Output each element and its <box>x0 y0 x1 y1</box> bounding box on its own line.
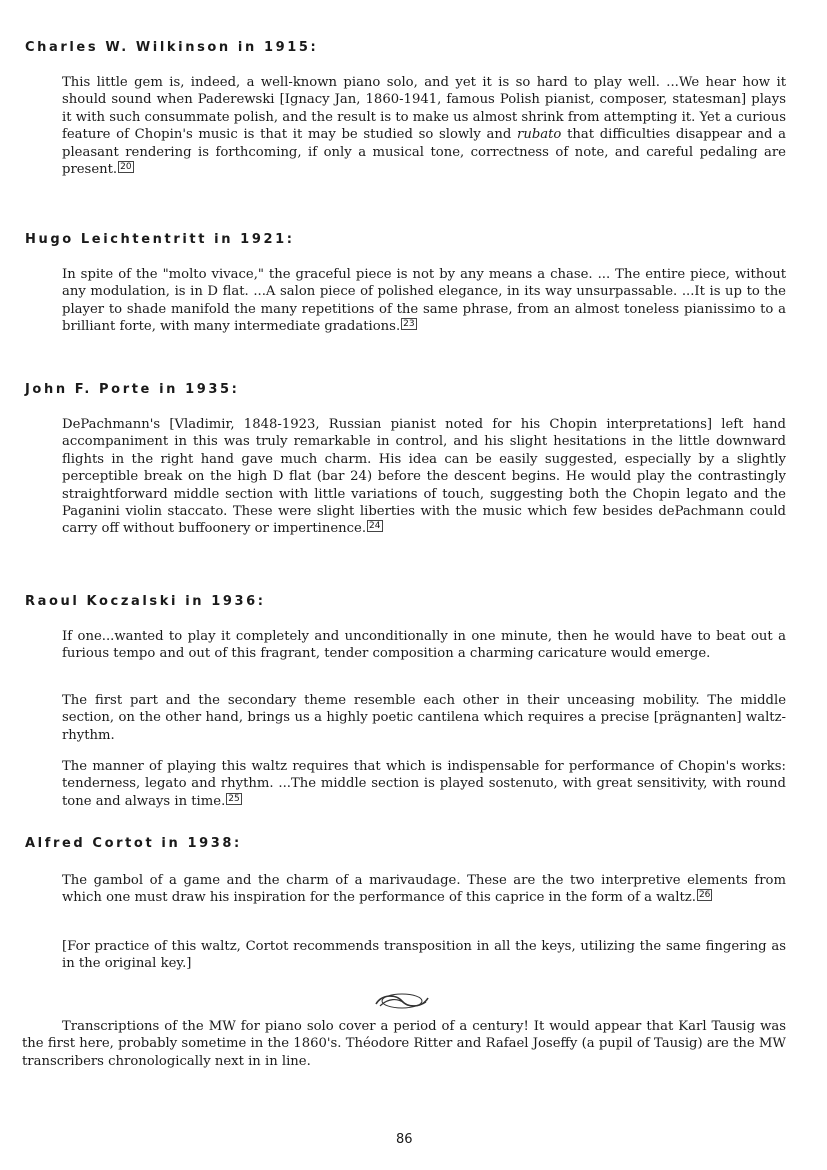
footnote-mark: 23 <box>403 319 415 330</box>
quote-koczalski-1: If one...wanted to play it completely and unconditionally in one minute, then he would have to beat out a furious tempo and out of this fragrant, tender composition a charming caricature would emerge. <box>62 629 786 662</box>
quote-text: In spite of the "molto vivace," the graceful piece is not by any means a chase. ... The entire piece, without any modulation, is in D flat. ...A salon piece of polished elegance, in its way unsurpassable. ...It is up to the player to shade manifold the many repetitions of the same phrase, from an almost toneless pianissimo to a brilliant forte, with many intermediate gradations. <box>62 267 786 335</box>
quote-porte <box>62 416 786 540</box>
footnote-mark: 20 <box>120 162 132 173</box>
quote-text: that difficulties disappear and a pleasant rendering is forthcoming, if only a musical tone, correctness of note, and careful pedaling are present. <box>62 127 787 178</box>
quote-text: The manner of playing this waltz requires that which is indispensable for performance of Chopin's works: tenderness, legato and rhythm. ...The middle section is played sostenuto, with great sensitivity, with round tone and always in time. <box>62 759 786 809</box>
footnote-mark: 25 <box>228 793 240 804</box>
quote-koczalski-3 <box>62 758 786 812</box>
quote-cortot-1 <box>62 872 786 909</box>
quote-koczalski-2: The first part and the secondary theme resemble each other in their unceasing mobility. The middle section, on the other hand, brings us a highly poetic cantilena which requires a precise [prägnanten] waltz-rhythm. <box>62 693 786 743</box>
footnote-mark: 26 <box>698 890 711 901</box>
quote-text: The gambol of a game and the charm of a marivaudage. These are the two interpretive elements from which one must draw his inspiration for the performance of this caprice in the form of a waltz. <box>62 873 786 906</box>
quote-cortot-2: [For practice of this waltz, Cortot recommends transposition in all the keys, utilizing the same fingering as in the original key.] <box>62 939 786 972</box>
section-heading-cortot: Alfred Cortot in 1938: <box>25 836 242 851</box>
page-number: 86 <box>396 1132 413 1147</box>
section-heading-wilkinson: Charles W. Wilkinson in 1915: <box>25 40 319 55</box>
quote-leichtentritt <box>62 266 786 338</box>
section-heading-porte: John F. Porte in 1935: <box>25 382 240 397</box>
section-heading-koczalski: Raoul Koczalski in 1936: <box>25 594 266 609</box>
quote-wilkinson <box>62 74 786 180</box>
closing-paragraph: Transcriptions of the MW for piano solo cover a period of a century! It would appear that Karl Tausig was the first here, probably sometime in the 1860's. Théodore Ritter and Rafael Joseffy (a pupil of Tausig) are the MW transcribers chronologically next in in line. <box>22 1019 786 1069</box>
footnote-mark: 24 <box>369 521 381 532</box>
quote-text: DePachmann's [Vladimir, 1848-1923, Russian pianist noted for his Chopin interpretations] left hand accompaniment in this was truly remarkable in control, and his slight hesitations in the little downward flights in the right hand gave much charm. His idea can be easily suggested, especially by a slightly perceptible break on the high D flat (bar 24) before the descent begins. He would play the contrastingly straightforward middle section with little variations of touch, suggesting both the Chopin legato and the Paganini violin staccato. These were slight liberties with the music which few besides dePachmann could carry off without buffoonery or impertinence. <box>62 417 786 537</box>
section-heading-leichtentritt: Hugo Leichtentritt in 1921: <box>25 232 295 247</box>
quote-emphasis: rubato <box>517 127 562 143</box>
section-divider-ornament <box>372 990 432 1012</box>
quote-text: This little gem is, indeed, a well-known piano solo, and yet it is so hard to play well. ...We hear how it should sound when Paderewski [Ignacy Jan, 1860-1941, famous Polish pianist, composer, statesman] plays it with such consummate polish, and the result is to make us almost shrink from attempting it. Yet a curious feature of Chopin's music is that it may be studied so slowly and <box>62 75 786 143</box>
